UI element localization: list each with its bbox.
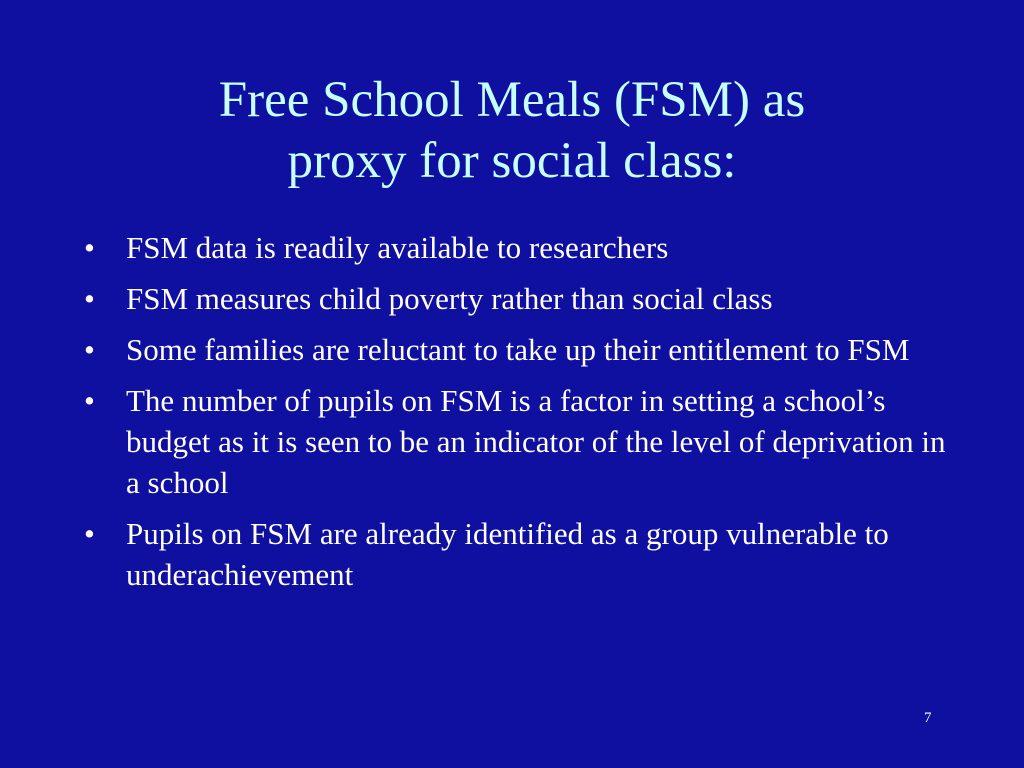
bullet-text: FSM data is readily available to researchers xyxy=(126,230,669,265)
bullet-point-icon: • xyxy=(84,332,95,367)
bullet-item-underachievement xyxy=(84,513,954,595)
title-line-2: proxy for social class: xyxy=(287,133,737,189)
bullet-item-reluctant-families xyxy=(84,329,954,370)
bullet-point-icon: • xyxy=(84,383,95,418)
bullet-text: Some families are reluctant to take up their entitlement to FSM xyxy=(126,332,910,367)
title-line-1: Free School Meals (FSM) as xyxy=(218,72,806,128)
bullet-item-school-budget xyxy=(84,380,954,503)
slide-title xyxy=(80,70,944,192)
bullet-item-fsm-data-available xyxy=(84,227,954,268)
bullet-text: The number of pupils on FSM is a factor in setting a school’s budget as it is seen to be an indicator of the level of deprivation in a school xyxy=(126,383,946,500)
bullet-item-child-poverty xyxy=(84,278,954,319)
bullet-text: FSM measures child poverty rather than social class xyxy=(126,281,773,316)
bullet-point-icon: • xyxy=(84,230,95,265)
bullet-text: Pupils on FSM are already identified as a group vulnerable to underachievement xyxy=(126,516,889,592)
bullet-point-icon: • xyxy=(84,516,95,551)
page-number: 7 xyxy=(924,710,932,726)
bullet-point-icon: • xyxy=(84,281,95,316)
bullet-list xyxy=(84,227,954,605)
